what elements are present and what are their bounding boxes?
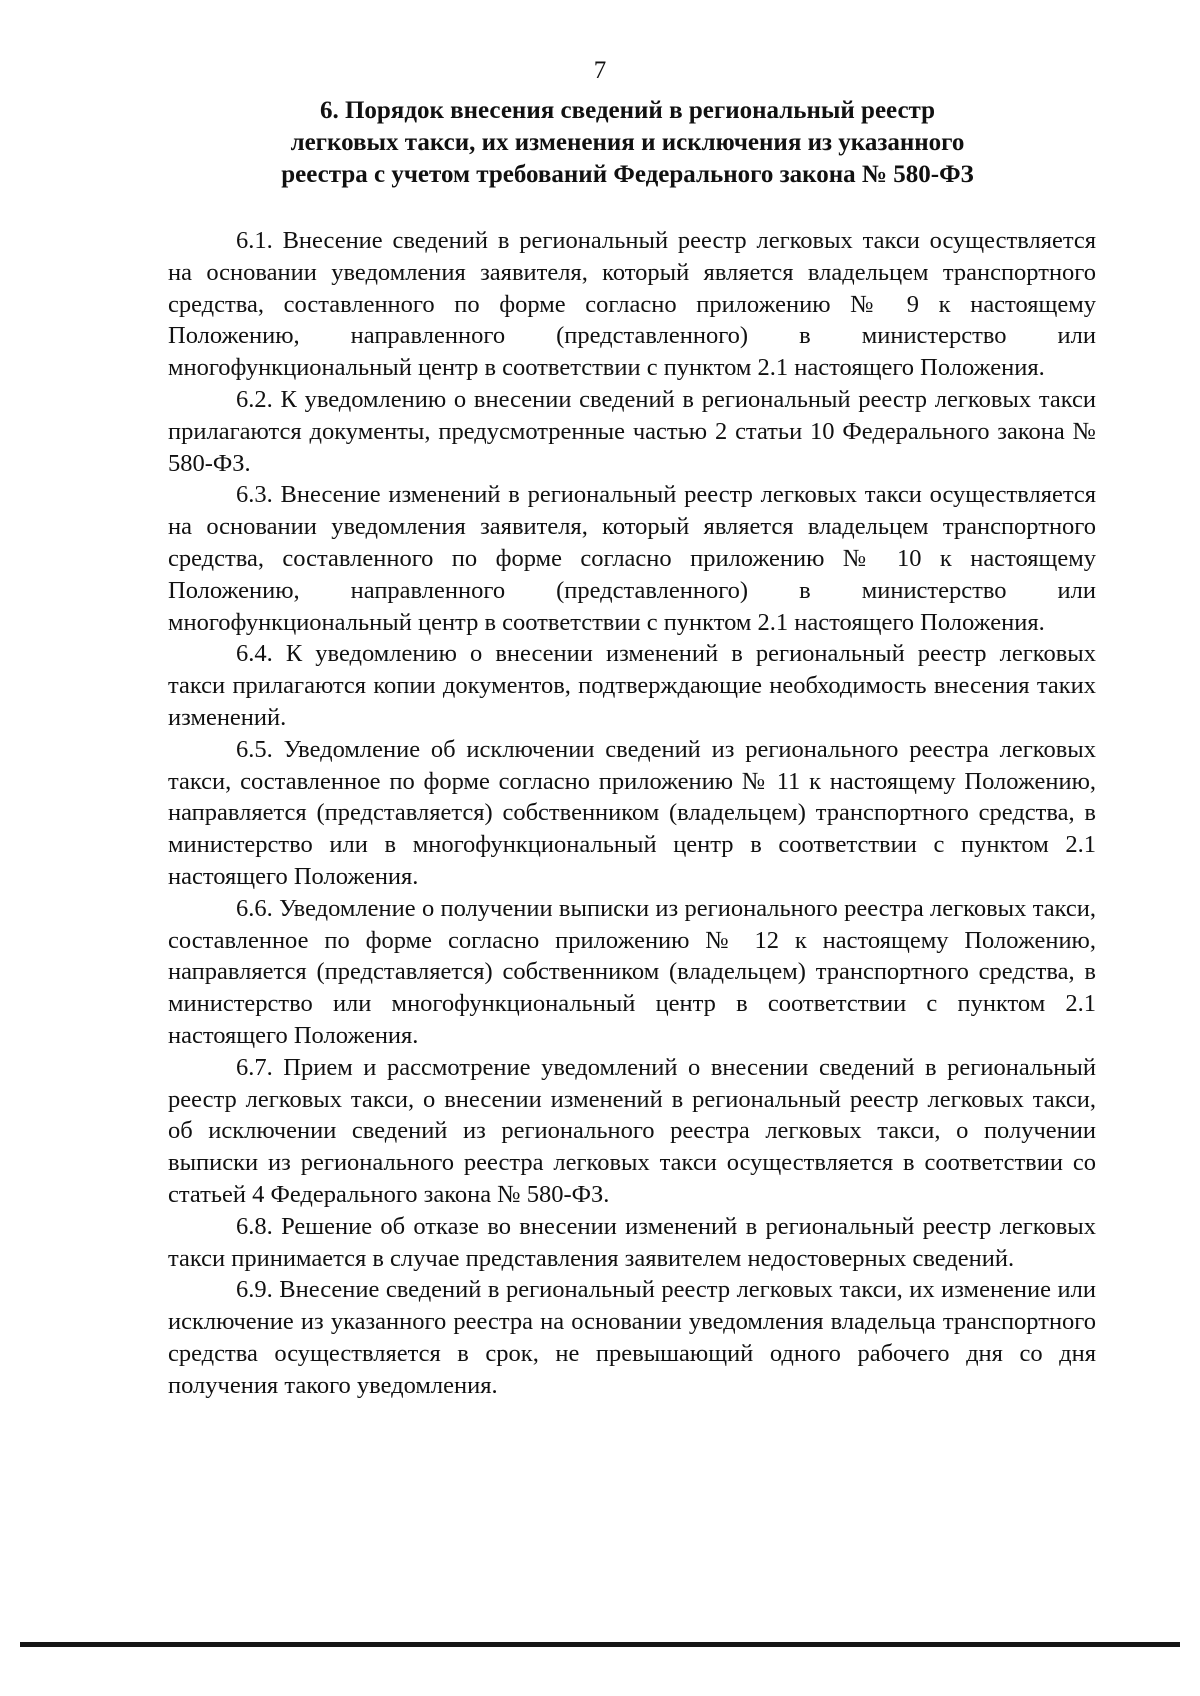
paragraph-6-9: 6.9. Внесение сведений в региональный реестр легковых такси, их изменение или исключение из указанного реестра на основании уведомления владельца транспортного средства осуществляется в срок, не превышающий одного рабочего дня со дня получения такого уведомления. (168, 1276, 1096, 1399)
paragraph-6-3: 6.3. Внесение изменений в региональный реестр легковых такси осуществляется на основании уведомления заявителя, который является владельцем транспортного средства, составленного по форме согласно приложению № 10 к настоящему Положению, направленного (представленного) в министерство или многофункциональный центр в соответствии с пунктом 2.1 настоящего Положения. (168, 481, 1096, 636)
page-number: 7 (593, 57, 607, 84)
section-heading (160, 95, 1095, 191)
paragraph-6-2: 6.2. К уведомлению о внесении сведений в региональный реестр легковых такси прилагаются документы, предусмотренные частью 2 статьи 10 Федерального закона № 580-ФЗ. (168, 385, 1096, 477)
paragraph-6-4: 6.4. К уведомлению о внесении изменений в региональный реестр легковых такси прилагаются копии документов, подтверждающие необходимость внесения таких изменений. (168, 640, 1096, 731)
heading-line: 6. Порядок внесения сведений в региональный реестр (319, 97, 936, 124)
bottom-divider (20, 1642, 1180, 1647)
paragraph-6-8: 6.8. Решение об отказе во внесении изменений в региональный реестр легковых такси принимается в случае представления заявителем недостоверных сведений. (168, 1212, 1096, 1272)
paragraph-6-1: 6.1. Внесение сведений в региональный реестр легковых такси осуществляется на основании уведомления заявителя, который является владельцем транспортного средства, составленного по форме согласно приложению № 9 к настоящему Положению, направленного (представленного) в министерство или многофункциональный центр в соответствии с пунктом 2.1 настоящего Положения. (168, 227, 1096, 382)
document-body (168, 225, 1096, 1401)
paragraph-6-5: 6.5. Уведомление об исключении сведений из регионального реестра легковых такси, составленное по форме согласно приложению № 11 к настоящему Положению, направляется (представляется) собственником (владельцем) транспортного средства, в министерство или в многофункциональный центр в соответствии с пунктом 2.1 настоящего Положения. (168, 735, 1096, 890)
paragraph-6-7: 6.7. Прием и рассмотрение уведомлений о внесении сведений в региональный реестр легковых такси, о внесении изменений в региональный реестр легковых такси, об исключении сведений из регионального реестра легковых такси, о получении выписки из регионального реестра легковых такси осуществляется в соответствии со статьей 4 Федерального закона № 580-ФЗ. (168, 1053, 1096, 1208)
heading-line: легковых такси, их изменения и исключения из указанного (290, 129, 965, 156)
heading-line: реестра с учетом требований Федерального закона № 580-ФЗ (281, 161, 974, 188)
paragraph-6-6: 6.6. Уведомление о получении выписки из регионального реестра легковых такси, составленное по форме согласно приложению № 12 к настоящему Положению, направляется (представляется) собственником (владельцем) транспортного средства, в министерство или многофункциональный центр в соответствии с пунктом 2.1 настоящего Положения. (168, 894, 1096, 1049)
